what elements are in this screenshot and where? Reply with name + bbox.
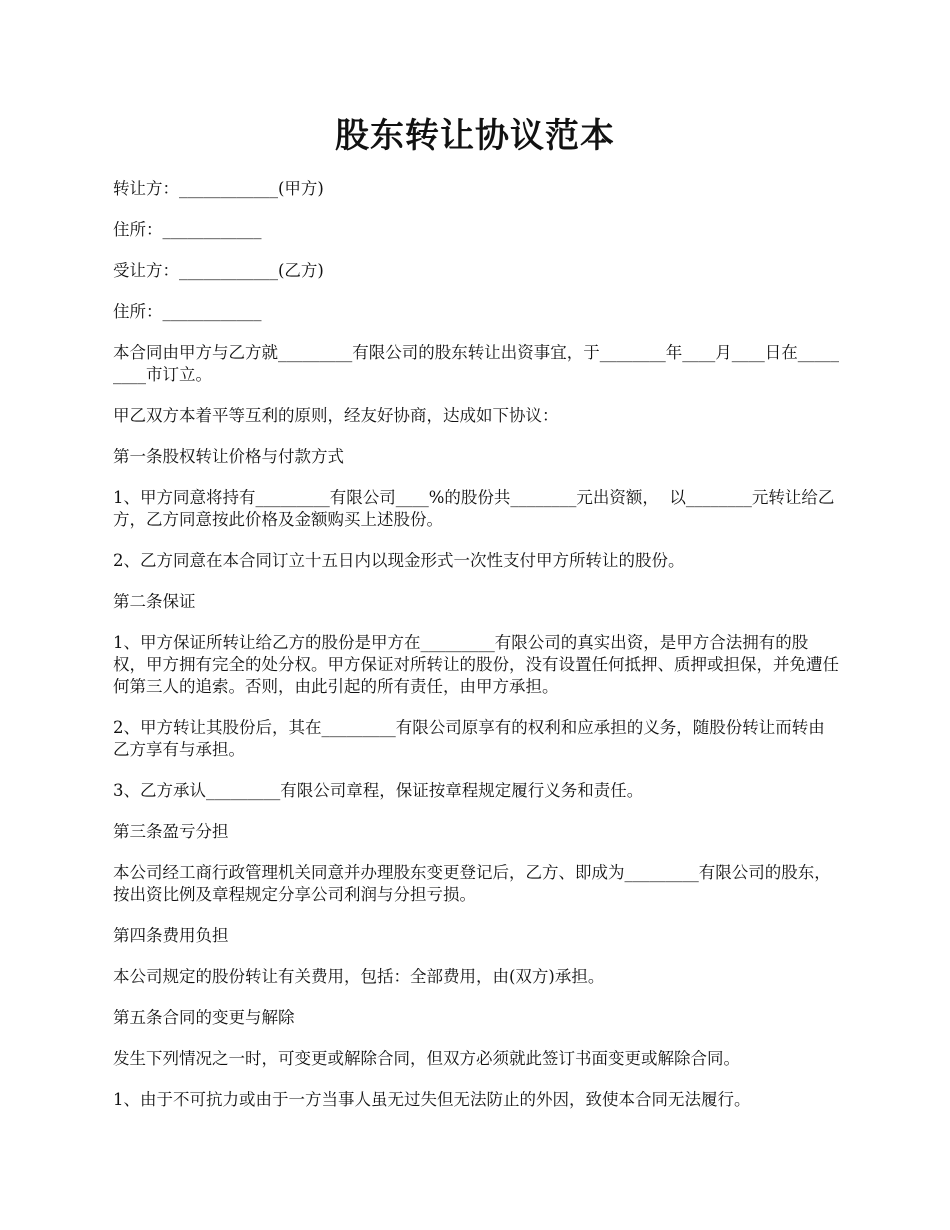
article-2-clause-1: 1、甲方保证所转让给乙方的股份是甲方在_________有限公司的真实出资，是甲方合法拥有的股权，甲方拥有完全的处分权。甲方保证对所转让的股份，没有设置任何抵押、质押或担保，并免遭任何第三人的追索。否则，由此引起的所有责任，由甲方承担。	[113, 633, 839, 696]
article-1-clause-1: 1、甲方同意将持有_________有限公司____%的股份共________元出资额， 以________元转让给乙方，乙方同意按此价格及金额购买上述股份。	[113, 488, 835, 529]
transferor-line: 转让方：____________(甲方)	[113, 179, 324, 198]
transferor-address-line: 住所：____________	[113, 220, 262, 239]
article-1-clause-2: 2、乙方同意在本合同订立十五日内以现金形式一次性支付甲方所转让的股份。	[113, 551, 685, 570]
agreement-preamble: 甲乙双方本着平等互利的原则，经友好协商，达成如下协议：	[113, 406, 559, 425]
transferee-line: 受让方：____________(乙方)	[113, 261, 324, 280]
article-5-heading: 第五条合同的变更与解除	[113, 1008, 295, 1027]
article-2-clause-3: 3、乙方承认_________有限公司章程，保证按章程规定履行义务和责任。	[113, 781, 644, 800]
document-title: 股东转让协议范本	[335, 116, 615, 156]
article-3-heading: 第三条盈亏分担	[113, 822, 229, 841]
article-2-clause-2: 2、甲方转让其股份后，其在_________有限公司原享有的权利和应承担的义务，随股份转让而转由乙方享有与承担。	[113, 718, 825, 759]
transferee-address-line: 住所：____________	[113, 302, 262, 321]
article-2-heading: 第二条保证	[113, 592, 196, 611]
article-4-heading: 第四条费用负担	[113, 926, 229, 945]
article-4-paragraph: 本公司规定的股份转让有关费用，包括：全部费用，由(双方)承担。	[113, 967, 605, 986]
article-5-paragraph: 发生下列情况之一时，可变更或解除合同，但双方必须就此签订书面变更或解除合同。	[113, 1049, 740, 1068]
article-1-heading: 第一条股权转让价格与付款方式	[113, 447, 344, 466]
article-5-clause-1: 1、由于不可抗力或由于一方当事人虽无过失但无法防止的外因，致使本合同无法履行。	[113, 1090, 751, 1109]
article-3-paragraph: 本公司经工商行政管理机关同意并办理股东变更登记后，乙方、即成为_________有限公司的股东，按出资比例及章程规定分享公司利润与分担亏损。	[113, 863, 831, 904]
document-body	[113, 178, 841, 1130]
contract-intro-paragraph: 本合同由甲方与乙方就_________有限公司的股东转让出资事宜，于________年____月____日在_________市订立。	[113, 343, 839, 384]
